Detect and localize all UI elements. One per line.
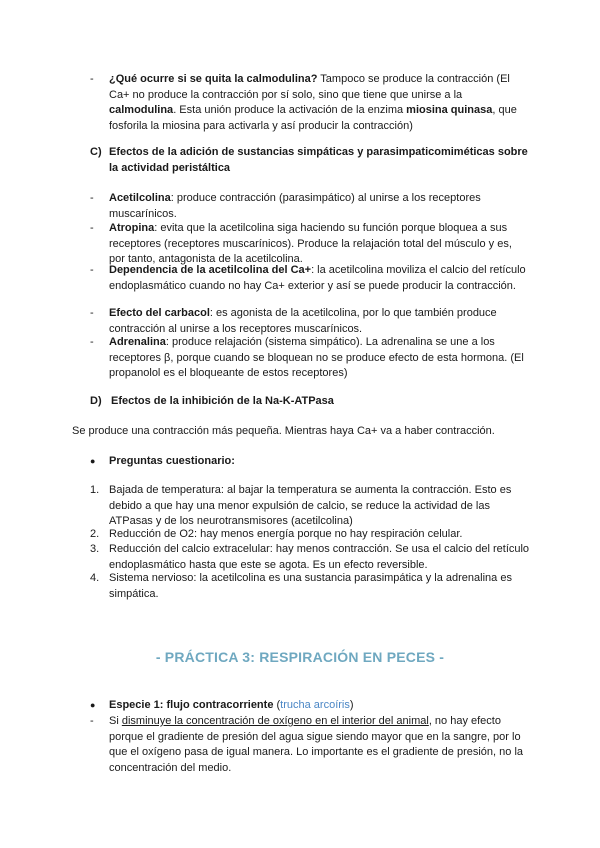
section-d-title: Efectos de la inhibición de la Na-K-ATPasa — [111, 395, 334, 407]
item-text: : produce relajación (sistema simpático). La adrenalina se une a los receptores β, porque cuando se bloquean no se produce efecto de esta hormona. (El propanolol es el bloqueante de estos receptores) — [109, 336, 524, 379]
bold-term: Adrenalina — [109, 336, 166, 348]
item-text: : produce contracción (parasimpático) al unirse a los receptores muscarínicos. — [109, 192, 481, 220]
answer-text: Tampoco se produce la contracción (El Ca+ no produce la contracción por sí solo, sino que tiene que unirse a la — [109, 73, 510, 101]
bold-term: Acetilcolina — [109, 192, 171, 204]
paren-open: ( — [273, 699, 281, 711]
section-c-label: C) — [90, 146, 102, 158]
item-text: , no hay efecto porque el gradiente de presión del agua sigue siendo mayor que en la sangre, por lo que el oxígeno pasa de igual manera. Lo importante es el gradiente de presión, no la concentración del medio. — [109, 715, 524, 774]
especie-title: Especie 1: flujo contracorriente — [109, 699, 274, 711]
section-c-title: Efectos de la adición de sustancias simpáticas y parasimpaticomiméticas sobre la actividad peristáltica — [109, 146, 528, 174]
answer-text: , que fosforila la miosina para activarla y así producir la contracción) — [109, 104, 517, 132]
question-text: ¿Qué ocurre si se quita la calmodulina? — [109, 73, 318, 85]
cuestionario-title: Preguntas cuestionario: — [109, 455, 235, 467]
list-item-text — [109, 72, 530, 134]
item-number: 3. — [90, 543, 100, 555]
item-number: 1. — [90, 484, 100, 496]
bold-term: miosina quinasa — [406, 104, 493, 116]
bullet-marker: ● — [90, 700, 96, 710]
dash-marker: - — [90, 307, 94, 319]
practica-title: - PRÁCTICA 3: RESPIRACIÓN EN PECES - — [155, 649, 445, 665]
item-text: : la acetilcolina moviliza el calcio del retículo endoplasmático cuando no hay Ca+ exterior y así se puede producir la contracción. — [109, 264, 526, 292]
section-d-paragraph: Se produce una contracción más pequeña. Mientras haya Ca+ va a haber contracción. — [72, 425, 495, 437]
bold-term: Dependencia de la acetilcolina del Ca+ — [109, 264, 312, 276]
bold-term: Efecto del carbacol — [109, 307, 210, 319]
section-d-label: D) — [90, 395, 102, 407]
item-text: Reducción del calcio extracelular: hay menos contracción. Se usa el calcio del retículo endoplasmático hasta que este se agota. Es un efecto reversible. — [109, 543, 530, 571]
dash-marker: - — [90, 192, 94, 204]
item-text: Bajada de temperatura: al bajar la temperatura se aumenta la contracción. Esto es debido a que hay una menor expulsión de calcio, se reduce la actividad de las ATPasas y de los neurotransmisores (acetilcolina) — [109, 484, 512, 527]
dash-marker: - — [90, 336, 94, 348]
answer-text: . Esta unión produce la activación de la enzima — [173, 104, 407, 116]
dash-marker: - — [90, 264, 94, 276]
dash-marker: - — [90, 73, 94, 85]
species-name: trucha arcoíris — [280, 699, 350, 711]
item-text: Si — [109, 715, 122, 727]
item-number: 2. — [90, 528, 100, 540]
underlined-text: disminuye la concentración de oxígeno en el interior del animal — [121, 715, 429, 727]
item-text: Sistema nervioso: la acetilcolina es una sustancia parasimpática y la adrenalina es simpática. — [109, 572, 512, 600]
item-number: 4. — [90, 572, 100, 584]
bullet-marker: ● — [90, 456, 96, 466]
bold-term: calmodulina — [109, 104, 174, 116]
dash-marker: - — [90, 222, 94, 234]
item-text: : evita que la acetilcolina siga haciendo su función porque bloquea a sus receptores (receptores muscarínicos). Produce la relajación total del músculo y es, por tanto, antagonista de la acetilcolina. — [109, 222, 512, 265]
paren-close: ) — [349, 699, 354, 711]
item-text: Reducción de O2: hay menos energía porque no hay respiración celular. — [109, 528, 463, 540]
bold-term: Atropina — [109, 222, 155, 234]
item-text: : es agonista de la acetilcolina, por lo que también produce contracción al unirse a los receptores muscarínicos. — [109, 307, 497, 335]
dash-marker: - — [90, 715, 94, 727]
